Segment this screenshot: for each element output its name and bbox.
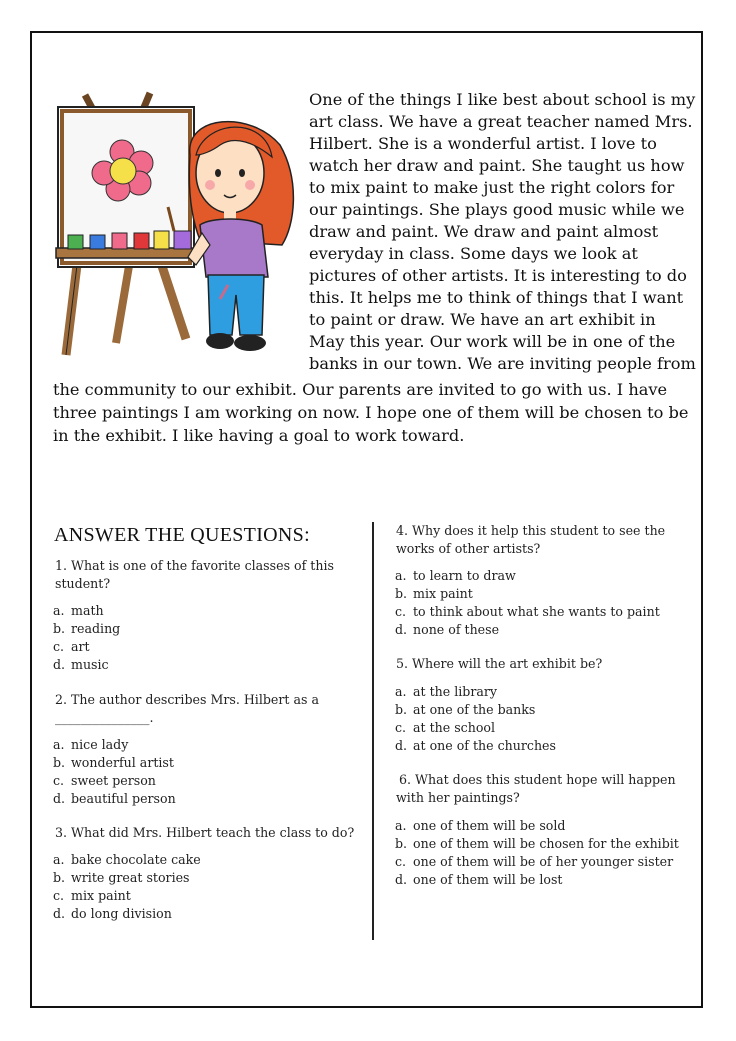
answer-option[interactable] xyxy=(53,772,156,790)
answer-option[interactable] xyxy=(395,585,473,603)
answer-option[interactable] xyxy=(53,638,90,656)
passage-line: to paint or draw. We have an art exhibit in xyxy=(309,310,656,329)
question-text: 1. What is one of the favorite classes of this xyxy=(55,558,334,573)
option-letter: b. xyxy=(53,870,66,885)
option-text: do long division xyxy=(71,906,172,921)
option-text: wonderful artist xyxy=(71,755,174,770)
option-text: one of them will be of her younger sister xyxy=(413,854,674,869)
option-letter: d. xyxy=(53,906,66,921)
option-letter: a. xyxy=(395,568,407,583)
option-text: at the school xyxy=(413,720,496,735)
girl-painting-illustration xyxy=(50,85,305,370)
option-text: none of these xyxy=(413,622,500,637)
option-letter: b. xyxy=(53,755,66,770)
answer-option[interactable] xyxy=(395,701,535,719)
option-text: math xyxy=(71,603,104,618)
passage-line: pictures of other artists. It is interesting to do xyxy=(309,266,687,285)
answer-option[interactable] xyxy=(395,835,679,853)
answer-blank: _______________. xyxy=(55,710,154,725)
option-letter: c. xyxy=(53,773,65,788)
passage-line: to mix paint to make just the right colors for xyxy=(309,178,675,197)
answer-option[interactable] xyxy=(53,754,174,772)
question-text: works of other artists? xyxy=(396,541,541,556)
option-letter: c. xyxy=(395,854,407,869)
answer-option[interactable] xyxy=(53,869,190,887)
option-letter: a. xyxy=(53,603,65,618)
option-letter: b. xyxy=(395,836,408,851)
passage-line: watch her draw and paint. She taught us how xyxy=(309,156,685,175)
option-letter: a. xyxy=(395,684,407,699)
option-letter: d. xyxy=(395,622,408,637)
question-text: 2. The author describes Mrs. Hilbert as a xyxy=(55,692,319,707)
question-text: 6. What does this student hope will happen xyxy=(399,772,676,787)
passage-line: in the exhibit. I like having a goal to work toward. xyxy=(53,426,465,445)
question-text: 4. Why does it help this student to see the xyxy=(396,523,666,538)
passage-line: One of the things I like best about school is my xyxy=(309,90,696,109)
option-letter: c. xyxy=(53,888,65,903)
option-text: at the library xyxy=(413,684,497,699)
option-text: music xyxy=(71,657,109,672)
option-letter: d. xyxy=(395,872,408,887)
option-letter: d. xyxy=(53,657,66,672)
answer-option[interactable] xyxy=(53,790,176,808)
passage-line: art class. We have a great teacher named Mrs. xyxy=(309,112,693,131)
answer-option[interactable] xyxy=(53,620,120,638)
option-text: sweet person xyxy=(71,773,156,788)
question-text: 3. What did Mrs. Hilbert teach the class to do? xyxy=(55,825,355,840)
option-letter: c. xyxy=(395,604,407,619)
option-letter: d. xyxy=(53,791,66,806)
option-text: beautiful person xyxy=(71,791,176,806)
option-text: at one of the banks xyxy=(413,702,536,717)
question-text: with her paintings? xyxy=(396,790,520,805)
option-letter: b. xyxy=(395,586,408,601)
passage-line: the community to our exhibit. Our parents are invited to go with us. I have xyxy=(53,380,668,399)
easel xyxy=(56,93,196,355)
passage-line: draw and paint. We draw and paint almost xyxy=(309,222,659,241)
passage-line: May this year. Our work will be in one of the xyxy=(309,332,676,351)
option-text: one of them will be lost xyxy=(413,872,563,887)
option-text: to learn to draw xyxy=(413,568,516,583)
option-text: one of them will be chosen for the exhibit xyxy=(413,836,679,851)
answer-option[interactable] xyxy=(395,603,660,621)
questions-heading: ANSWER THE QUESTIONS: xyxy=(54,524,310,546)
option-letter: d. xyxy=(395,738,408,753)
option-text: art xyxy=(71,639,90,654)
option-text: write great stories xyxy=(71,870,190,885)
option-text: reading xyxy=(71,621,121,636)
passage-line: this. It helps me to think of things that I want xyxy=(309,288,684,307)
answer-option[interactable] xyxy=(395,817,565,835)
option-letter: b. xyxy=(53,621,66,636)
option-text: nice lady xyxy=(71,737,129,752)
answer-option[interactable] xyxy=(395,737,556,755)
passage-line: banks in our town. We are inviting people from xyxy=(309,354,696,373)
answer-option[interactable] xyxy=(395,621,499,639)
answer-option[interactable] xyxy=(53,602,104,620)
option-letter: a. xyxy=(395,818,407,833)
option-letter: b. xyxy=(395,702,408,717)
option-text: mix paint xyxy=(413,586,473,601)
option-text: one of them will be sold xyxy=(413,818,566,833)
answer-option[interactable] xyxy=(395,853,673,871)
answer-option[interactable] xyxy=(395,719,495,737)
passage-line: Hilbert. She is a wonderful artist. I love to xyxy=(309,134,657,153)
answer-option[interactable] xyxy=(395,871,562,889)
answer-option[interactable] xyxy=(395,567,516,585)
column-divider xyxy=(372,522,374,940)
question-text: student? xyxy=(55,576,111,591)
option-letter: c. xyxy=(53,639,65,654)
answer-option[interactable] xyxy=(53,656,109,674)
question-text: 5. Where will the art exhibit be? xyxy=(396,656,603,671)
girl xyxy=(188,122,293,351)
answer-option[interactable] xyxy=(53,851,201,869)
option-letter: a. xyxy=(53,737,65,752)
answer-option[interactable] xyxy=(53,905,172,923)
passage-line: our paintings. She plays good music while we xyxy=(309,200,685,219)
answer-option[interactable] xyxy=(53,887,131,905)
answer-option[interactable] xyxy=(395,683,497,701)
option-text: at one of the churches xyxy=(413,738,556,753)
option-text: bake chocolate cake xyxy=(71,852,201,867)
option-text: mix paint xyxy=(71,888,131,903)
option-letter: c. xyxy=(395,720,407,735)
passage-line: everyday in class. Some days we look at xyxy=(309,244,638,263)
answer-option[interactable] xyxy=(53,736,128,754)
option-text: to think about what she wants to paint xyxy=(413,604,660,619)
passage-line: three paintings I am working on now. I hope one of them will be chosen to be xyxy=(53,403,689,422)
option-letter: a. xyxy=(53,852,65,867)
